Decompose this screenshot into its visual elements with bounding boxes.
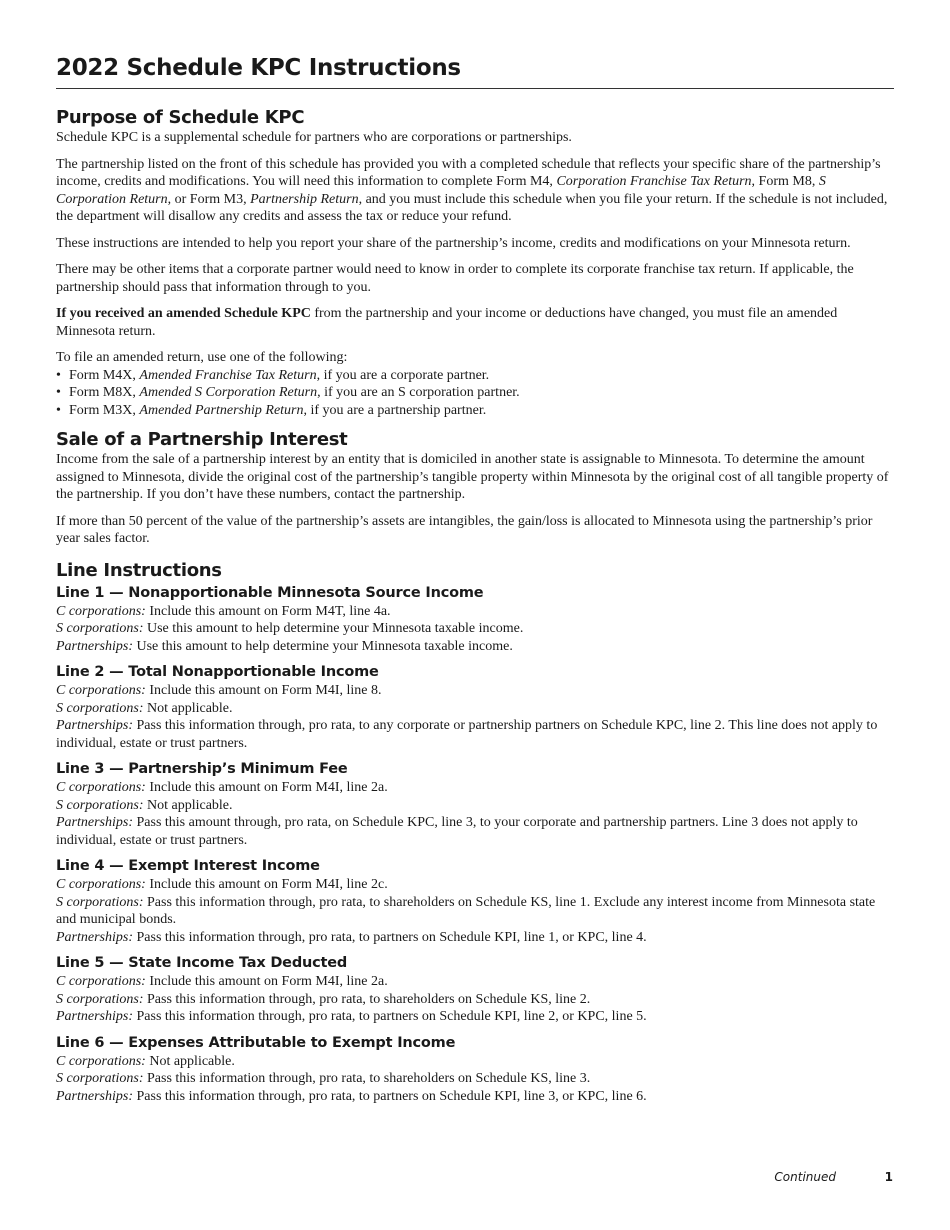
- partnerships-text: Partnerships: Use this amount to help determine your Minnesota taxable income.: [56, 638, 513, 654]
- line-3-instructions: [56, 760, 894, 849]
- line-6-instructions: [56, 1034, 894, 1106]
- amended-forms-list: [56, 367, 894, 420]
- line-1-instructions: [56, 584, 894, 656]
- purpose-paragraph-6: To file an amended return, use one of the following:: [56, 350, 348, 365]
- section-heading-purpose: Purpose of Schedule KPC: [56, 107, 305, 128]
- sale-paragraph-2: If more than 50 percent of the value of the partnership’s assets are intangibles, the gain/loss is allocated to Minnesota using the partnership’s prior year sales factor.: [56, 513, 873, 546]
- c-corporations-text: C corporations: Include this amount on Form M4I, line 8.: [56, 683, 382, 698]
- section-line-instructions: [56, 560, 894, 1106]
- purpose-paragraph-1: Schedule KPC is a supplemental schedule for partners who are corporations or partnerships.: [56, 130, 572, 145]
- s-corporations-text: S corporations: Use this amount to help determine your Minnesota taxable income.: [56, 621, 524, 636]
- purpose-paragraph-3: These instructions are intended to help you report your share of the partnership’s income, credits and modifications on your Minnesota return.: [56, 235, 851, 251]
- partnerships-text: Partnerships: Pass this information through, pro rata, to partners on Schedule KPI, line 3, or KPC, line 6.: [56, 1088, 647, 1104]
- partnerships-text: Partnerships: Pass this information through, pro rata, to partners on Schedule KPI, line 1, or KPC, line 4.: [56, 929, 647, 945]
- purpose-paragraph-2: The partnership listed on the front of this schedule has provided you with a completed schedule that reflects your specific share of the partnership’s income, credits and modifications. You will need this information to complete Form M4, Corporation Franchise Tax Return, Form M8, S Corporation Return, or Form M3, Partnership Return, and you must include this schedule when you file your return. If the schedule is not included, the department will disallow any credits and assess the tax or reduce your refund.: [56, 156, 888, 224]
- s-corporations-text: S corporations: Pass this information through, pro rata, to shareholders on Schedule KS, line 3.: [56, 1071, 591, 1086]
- line-5-instructions: [56, 954, 894, 1026]
- section-sale: [56, 429, 894, 548]
- section-heading-line-instructions: Line Instructions: [56, 559, 222, 581]
- sale-paragraph-1: Income from the sale of a partnership interest by an entity that is domiciled in another state is assignable to Minnesota. To determine the amount assigned to Minnesota, divide the original cost of the partnership’s tangible property within Minnesota by the original cost of all tangible property of the partnership. If you don’t have these numbers, contact the partnership.: [56, 452, 889, 502]
- page-footer: [0, 1169, 950, 1189]
- partnerships-text: Partnerships: Pass this information through, pro rata, to partners on Schedule KPI, line 2, or KPC, line 5.: [56, 1009, 647, 1024]
- partnerships-text: Partnerships: Pass this information through, pro rata, to any corporate or partnership partners on Schedule KPC, line 2. This line does not apply to individual, estate or trust partners.: [56, 718, 878, 751]
- list-item: • Form M4X, Amended Franchise Tax Return, if you are a corporate partner.: [56, 367, 894, 385]
- section-purpose: [56, 107, 894, 419]
- s-corporations-text: S corporations: Not applicable.: [56, 797, 233, 813]
- document-page: [56, 52, 894, 1113]
- c-corporations-text: C corporations: Include this amount on Form M4I, line 2c.: [56, 877, 388, 892]
- s-corporations-text: S corporations: Pass this information through, pro rata, to shareholders on Schedule KS, line 2.: [56, 991, 591, 1007]
- page-title: 2022 Schedule KPC Instructions: [56, 55, 461, 81]
- line-heading: Line 4 — Exempt Interest Income: [56, 858, 320, 874]
- c-corporations-text: C corporations: Include this amount on Form M4T, line 4a.: [56, 603, 391, 619]
- line-heading: Line 5 — State Income Tax Deducted: [56, 955, 348, 971]
- c-corporations-text: C corporations: Include this amount on Form M4I, line 2a.: [56, 974, 388, 989]
- list-item: • Form M8X, Amended S Corporation Return, if you are an S corporation partner.: [56, 384, 894, 402]
- section-heading-sale: Sale of a Partnership Interest: [56, 429, 348, 450]
- line-heading: Line 6 — Expenses Attributable to Exempt Income: [56, 1034, 456, 1051]
- line-4-instructions: [56, 857, 894, 946]
- purpose-paragraph-4: There may be other items that a corporate partner would need to know in order to complete its corporate franchise tax return. If applicable, the partnership should pass that information through to you.: [56, 262, 854, 295]
- c-corporations-text: C corporations: Not applicable.: [56, 1053, 235, 1069]
- partnerships-text: Partnerships: Pass this amount through, pro rata, on Schedule KPC, line 3, to your corporate and partnership partners. Line 3 does not apply to individual, estate or trust partners.: [56, 815, 858, 848]
- s-corporations-text: S corporations: Pass this information through, pro rata, to shareholders on Schedule KS, line 1. Exclude any interest income from Minnesota state and municipal bonds.: [56, 894, 876, 927]
- continued-label: Continued: [774, 1170, 836, 1184]
- list-item: • Form M3X, Amended Partnership Return, if you are a partnership partner.: [56, 402, 894, 420]
- s-corporations-text: S corporations: Not applicable.: [56, 700, 233, 716]
- purpose-paragraph-5: If you received an amended Schedule KPC from the partnership and your income or deductions have changed, you must file an amended Minnesota return.: [56, 306, 838, 339]
- line-heading: Line 2 — Total Nonapportionable Income: [56, 664, 379, 680]
- c-corporations-text: C corporations: Include this amount on Form M4I, line 2a.: [56, 780, 388, 795]
- line-2-instructions: [56, 663, 894, 752]
- title-divider: [56, 88, 894, 89]
- line-heading: Line 1 — Nonapportionable Minnesota Source Income: [56, 584, 484, 601]
- line-heading: Line 3 — Partnership’s Minimum Fee: [56, 761, 348, 777]
- page-number: 1: [884, 1170, 893, 1184]
